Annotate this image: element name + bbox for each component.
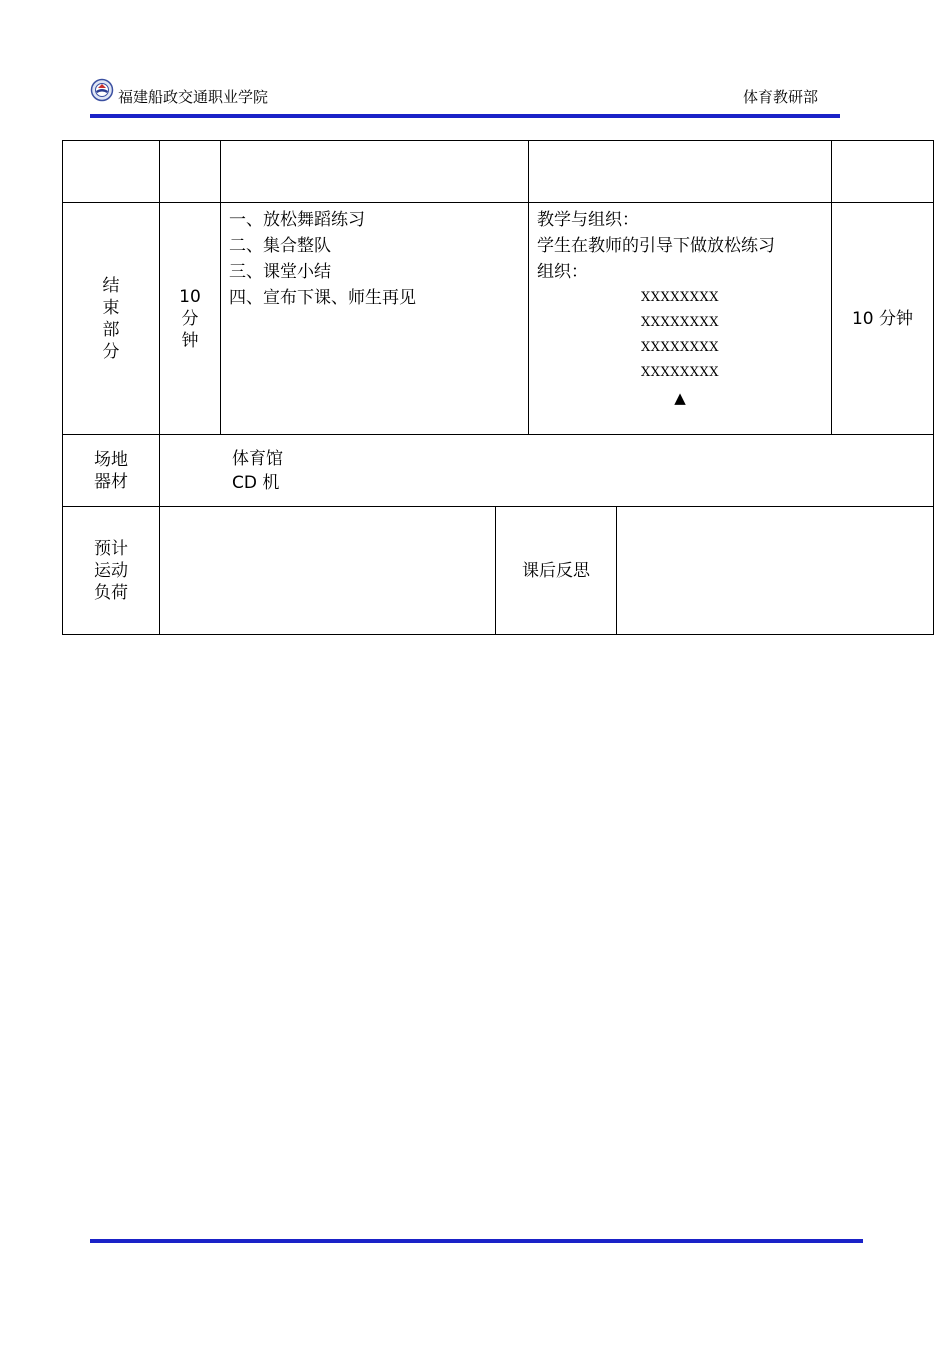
part-label-cell [63,203,160,435]
end-section-row [63,203,934,435]
venue-item: 体育馆 [232,448,283,469]
org-text: 学生在教师的引导下做放松练习 [537,236,775,256]
load-label-cell [63,507,160,635]
venue-label: 场地 器材 [94,449,128,492]
duration: 10 分钟 [851,308,914,329]
formation-row: XXXXXXXX [640,290,720,305]
blank-cell [221,141,529,203]
page-header [90,78,840,118]
footer-rule [90,1239,863,1243]
content-cell [221,203,529,435]
formation-row: XXXXXXXX [640,340,720,355]
school-logo-icon [90,78,114,102]
reflection-label-cell [496,507,617,635]
teacher-marker-icon: ▲ [674,389,686,407]
load-row [63,507,934,635]
content-item: 三、课堂小结 [229,262,331,282]
blank-cell [160,141,221,203]
org-title: 教学与组织： [537,210,639,230]
venue-row [63,435,934,507]
venue-item: CD 机 [232,472,280,493]
formation-row: XXXXXXXX [640,315,720,330]
content-item: 二、集合整队 [229,236,331,256]
venue-label-cell [63,435,160,507]
time-label: 10 分 钟 [179,286,201,351]
organization-cell [529,203,832,435]
load-reflection-table [62,506,934,635]
blank-cell [832,141,934,203]
department-name: 体育教研部 [742,88,818,106]
formation-row: XXXXXXXX [640,365,720,380]
duration-cell [832,203,934,435]
blank-cell [63,141,160,203]
load-value-cell [160,507,496,635]
venue-items-cell [160,435,934,507]
lesson-plan-table [62,140,934,435]
content-item: 一、放松舞蹈练习 [229,210,365,230]
load-label: 预计 运动 负荷 [94,538,128,603]
header-rule [90,114,840,118]
part-label: 结 束 部 分 [102,275,120,362]
blank-row [63,141,934,203]
org-subtitle: 组织： [537,262,588,282]
blank-cell [529,141,832,203]
venue-table [62,434,934,507]
time-label-cell [160,203,221,435]
content-item: 四、宣布下课、师生再见 [229,288,416,308]
reflection-value-cell [617,507,934,635]
school-name: 福建船政交通职业学院 [118,88,269,106]
reflection-label: 课后反思 [522,560,590,581]
